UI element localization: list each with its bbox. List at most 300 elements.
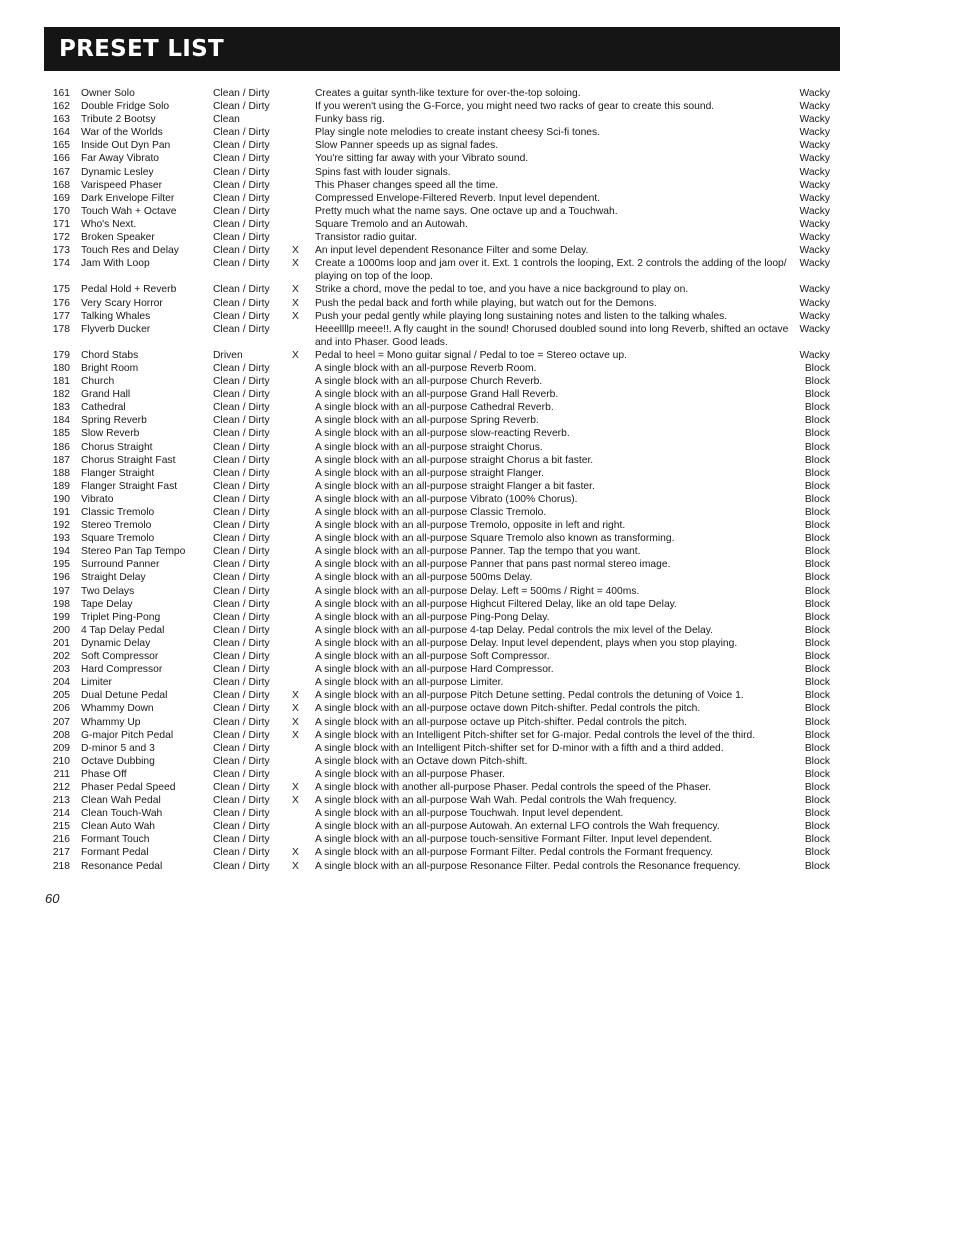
preset-name: Pedal Hold + Reverb (81, 284, 177, 296)
preset-row (48, 414, 838, 427)
preset-number: 193 (52, 533, 70, 545)
preset-description: A single block with an all-purpose Panner that pans past normal stereo image. (315, 559, 671, 571)
preset-name: Flanger Straight Fast (81, 480, 178, 492)
preset-number: 179 (52, 349, 70, 361)
preset-type: Clean / Dirty (213, 376, 270, 388)
preset-type: Clean / Dirty (213, 703, 270, 715)
preset-name: Chorus Straight Fast (81, 454, 176, 466)
preset-name: Formant Pedal (81, 847, 149, 859)
preset-number: 212 (52, 781, 70, 793)
preset-category: Block (804, 467, 830, 479)
preset-name: Dynamic Lesley (81, 166, 154, 178)
preset-category: Block (804, 781, 830, 793)
preset-row (48, 401, 838, 414)
preset-type: Clean / Dirty (213, 664, 270, 676)
preset-description: A single block with an all-purpose Phaser. (315, 768, 506, 780)
preset-row (48, 192, 838, 205)
preset-row (48, 742, 838, 755)
preset-type: Driven (213, 349, 243, 361)
preset-category: Block (804, 742, 830, 754)
preset-number: 170 (52, 205, 70, 217)
preset-name: Jam With Loop (81, 258, 150, 270)
preset-number: 162 (52, 101, 70, 113)
preset-category: Block (804, 402, 830, 414)
preset-description: A single block with an all-purpose octave down Pitch-shifter. Pedal controls the pitch. (315, 703, 701, 715)
preset-name: Clean Touch-Wah (81, 808, 163, 820)
preset-name: Whammy Up (81, 716, 141, 728)
preset-type: Clean / Dirty (213, 140, 270, 152)
preset-name: Who's Next. (81, 218, 137, 230)
pedal-ext-marker: X (292, 795, 299, 807)
preset-category: Block (804, 507, 830, 518)
preset-type: Clean / Dirty (213, 284, 270, 296)
preset-name: Dynamic Delay (81, 637, 151, 649)
preset-description: A single block with an all-purpose Square Tremolo also known as transforming. (315, 533, 675, 545)
preset-type: Clean / Dirty (213, 781, 270, 793)
preset-number: 198 (52, 598, 70, 610)
preset-row (48, 833, 838, 846)
preset-type: Clean / Dirty (213, 546, 270, 558)
preset-category: Block (804, 703, 830, 715)
preset-row (48, 375, 838, 388)
preset-row (48, 611, 838, 624)
preset-type: Clean / Dirty (213, 245, 270, 257)
preset-number: 178 (52, 323, 70, 335)
preset-number: 215 (52, 821, 70, 833)
preset-description: A single block with an all-purpose Hard Compressor. (315, 664, 554, 676)
preset-category: Wacky (799, 101, 830, 113)
preset-number: 174 (52, 258, 70, 270)
preset-category: Block (804, 755, 830, 767)
preset-row (48, 676, 838, 689)
preset-name: Bright Room (81, 362, 139, 374)
preset-row (48, 545, 838, 558)
preset-type: Clean / Dirty (213, 415, 270, 427)
preset-row (48, 231, 838, 244)
preset-category: Block (804, 624, 830, 636)
preset-row (48, 860, 838, 873)
preset-type: Clean / Dirty (213, 847, 270, 859)
preset-number: 166 (52, 153, 70, 165)
preset-description: Square Tremolo and an Autowah. (315, 218, 468, 230)
preset-row (48, 257, 838, 283)
preset-description: Pedal to heel = Mono guitar signal / Pedal to toe = Stereo octave up. (315, 349, 627, 361)
preset-name: Inside Out Dyn Pan (81, 140, 171, 152)
preset-row (48, 532, 838, 545)
preset-description: A single block with an all-purpose straight Chorus a bit faster. (315, 454, 594, 466)
preset-row (48, 846, 838, 859)
preset-description: Strike a chord, move the pedal to toe, and you have a nice background to play on. (315, 284, 689, 296)
preset-number: 206 (52, 703, 70, 715)
preset-description: A single block with an all-purpose Cathedral Reverb. (315, 402, 554, 414)
preset-name: Phase Off (81, 768, 127, 780)
preset-row (48, 152, 838, 165)
preset-number: 195 (52, 559, 70, 571)
pedal-ext-marker: X (292, 245, 299, 257)
preset-type: Clean / Dirty (213, 624, 270, 636)
preset-number: 167 (52, 166, 70, 178)
preset-number: 186 (52, 441, 70, 453)
pedal-ext-marker: X (292, 716, 299, 728)
preset-name: Whammy Down (81, 703, 154, 715)
preset-description: Creates a guitar synth-like texture for over-the-top soloing. (315, 88, 581, 99)
title-bar (44, 27, 840, 71)
preset-type: Clean / Dirty (213, 520, 270, 532)
preset-row (48, 362, 838, 375)
preset-name: Slow Reverb (81, 428, 140, 440)
preset-name: Varispeed Phaser (81, 179, 163, 191)
preset-description: A single block with an all-purpose octave up Pitch-shifter. Pedal controls the pitch. (315, 716, 688, 728)
preset-category: Block (804, 598, 830, 610)
preset-row (48, 87, 838, 100)
preset-type: Clean / Dirty (213, 480, 270, 492)
preset-category: Wacky (799, 245, 830, 257)
preset-type: Clean / Dirty (213, 232, 270, 244)
preset-category: Wacky (799, 166, 830, 178)
preset-table (48, 87, 838, 873)
preset-description: A single block with an all-purpose Grand Hall Reverb. (315, 389, 559, 401)
preset-type: Clean / Dirty (213, 153, 270, 165)
preset-row (48, 729, 838, 742)
preset-type: Clean / Dirty (213, 101, 270, 113)
preset-description: Heeellllp meee!!. A fly caught in the sound! Chorused doubled sound into long Reverb, shifted an octave and into Phaser. Good leads. (315, 323, 789, 348)
preset-number: 199 (52, 611, 70, 623)
preset-description: A single block with an all-purpose Touchwah. Input level dependent. (315, 808, 624, 820)
preset-type: Clean / Dirty (213, 585, 270, 597)
preset-description: You're sitting far away with your Vibrato sound. (315, 153, 529, 165)
preset-description: A single block with an all-purpose Vibrato (100% Chorus). (315, 493, 578, 505)
preset-row (48, 768, 838, 781)
preset-row (48, 283, 838, 296)
preset-category: Block (804, 559, 830, 571)
preset-row (48, 126, 838, 139)
preset-category: Wacky (799, 323, 830, 335)
preset-name: Dual Detune Pedal (81, 690, 168, 702)
preset-name: Octave Dubbing (81, 755, 155, 767)
preset-name: Spring Reverb (81, 415, 147, 427)
page-title: PRESET LIST (59, 36, 225, 62)
preset-description: A single block with an all-purpose straight Flanger. (315, 467, 544, 479)
preset-name: Triplet Ping-Pong (81, 611, 161, 623)
preset-number: 176 (52, 297, 70, 309)
preset-type: Clean / Dirty (213, 860, 270, 872)
preset-number: 196 (52, 572, 70, 584)
preset-type: Clean / Dirty (213, 821, 270, 833)
preset-description: A single block with an all-purpose Autowah. An external LFO controls the Wah frequency. (315, 821, 720, 833)
preset-row (48, 244, 838, 257)
preset-number: 205 (52, 690, 70, 702)
preset-number: 216 (52, 834, 70, 846)
pedal-ext-marker: X (292, 284, 299, 296)
preset-description: A single block with an Intelligent Pitch-shifter set for G-major. Pedal controls the level of the third. (315, 729, 756, 741)
preset-category: Block (804, 860, 830, 872)
preset-number: 185 (52, 428, 70, 440)
preset-row (48, 755, 838, 768)
preset-number: 194 (52, 546, 70, 558)
preset-category: Block (804, 533, 830, 545)
preset-row (48, 558, 838, 571)
preset-type: Clean / Dirty (213, 310, 270, 322)
preset-name: Far Away Vibrato (81, 153, 160, 165)
preset-type: Clean / Dirty (213, 441, 270, 453)
preset-name: Two Delays (81, 585, 135, 597)
preset-number: 209 (52, 742, 70, 754)
preset-name: Broken Speaker (81, 232, 155, 244)
preset-type: Clean / Dirty (213, 637, 270, 649)
preset-number: 164 (52, 127, 70, 139)
preset-description: A single block with an Octave down Pitch-shift. (315, 755, 528, 767)
preset-row (48, 441, 838, 454)
pedal-ext-marker: X (292, 703, 299, 715)
preset-name: Phaser Pedal Speed (81, 781, 176, 793)
preset-name: Resonance Pedal (81, 860, 163, 872)
preset-category: Block (804, 362, 830, 374)
pedal-ext-marker: X (292, 310, 299, 322)
preset-row (48, 310, 838, 323)
preset-category: Wacky (799, 349, 830, 361)
preset-name: Talking Whales (81, 310, 151, 322)
preset-number: 203 (52, 664, 70, 676)
preset-number: 211 (53, 768, 70, 780)
preset-number: 184 (52, 415, 70, 427)
preset-row (48, 650, 838, 663)
preset-type: Clean / Dirty (213, 166, 270, 178)
preset-type: Clean / Dirty (213, 127, 270, 139)
preset-type: Clean / Dirty (213, 88, 270, 99)
preset-type: Clean / Dirty (213, 611, 270, 623)
preset-type: Clean / Dirty (213, 402, 270, 414)
preset-number: 187 (52, 454, 70, 466)
preset-row (48, 297, 838, 310)
preset-number: 208 (52, 729, 70, 741)
preset-type: Clean / Dirty (213, 323, 270, 335)
preset-row (48, 100, 838, 113)
preset-number: 204 (52, 677, 70, 689)
preset-description: A single block with an all-purpose Church Reverb. (315, 376, 543, 388)
preset-type: Clean / Dirty (213, 742, 270, 754)
preset-number: 177 (52, 310, 70, 322)
preset-row (48, 585, 838, 598)
preset-description: A single block with an all-purpose Delay. Input level dependent, plays when you stop playing. (315, 637, 738, 649)
preset-number: 180 (52, 362, 70, 374)
preset-description: Slow Panner speeds up as signal fades. (315, 140, 499, 152)
preset-category: Wacky (799, 88, 830, 99)
preset-name: Hard Compressor (81, 664, 163, 676)
preset-name: Soft Compressor (81, 651, 159, 663)
preset-category: Wacky (799, 153, 830, 165)
preset-category: Block (804, 795, 830, 807)
preset-name: Grand Hall (81, 389, 131, 401)
preset-row (48, 493, 838, 506)
preset-description: A single block with an all-purpose slow-reacting Reverb. (315, 428, 570, 440)
pedal-ext-marker: X (292, 258, 299, 270)
preset-category: Wacky (799, 258, 830, 270)
preset-row (48, 506, 838, 519)
preset-type: Clean / Dirty (213, 467, 270, 479)
preset-number: 189 (52, 480, 70, 492)
preset-row (48, 179, 838, 192)
preset-description: Play single note melodies to create instant cheesy Sci-fi tones. (315, 127, 601, 139)
preset-number: 172 (52, 232, 70, 244)
preset-description: A single block with an all-purpose Wah Wah. Pedal controls the Wah frequency. (315, 795, 677, 807)
preset-type: Clean / Dirty (213, 808, 270, 820)
preset-description: A single block with an all-purpose straight Flanger a bit faster. (315, 480, 595, 492)
preset-type: Clean / Dirty (213, 677, 270, 689)
preset-type: Clean / Dirty (213, 768, 270, 780)
preset-number: 214 (52, 808, 70, 820)
preset-category: Wacky (799, 297, 830, 309)
preset-name: Double Fridge Solo (81, 101, 170, 113)
preset-number: 173 (52, 245, 70, 257)
preset-number: 168 (52, 179, 70, 191)
preset-name: Chorus Straight (81, 441, 153, 453)
preset-name: Square Tremolo (81, 533, 155, 545)
preset-category: Block (804, 821, 830, 833)
preset-type: Clean / Dirty (213, 598, 270, 610)
preset-description: A single block with an all-purpose Spring Reverb. (315, 415, 539, 427)
preset-description: A single block with an all-purpose Delay. Left = 500ms / Right = 400ms. (315, 585, 640, 597)
preset-number: 207 (52, 716, 70, 728)
preset-number: 217 (52, 847, 70, 859)
preset-category: Wacky (799, 140, 830, 152)
pedal-ext-marker: X (292, 690, 299, 702)
preset-name: Touch Wah + Octave (81, 205, 177, 217)
preset-row (48, 349, 838, 362)
preset-description: A single block with an all-purpose Formant Filter. Pedal controls the Formant frequency. (315, 847, 714, 859)
preset-description: A single block with an all-purpose Panner. Tap the tempo that you want. (315, 546, 641, 558)
preset-type: Clean (213, 114, 240, 126)
preset-row (48, 323, 838, 349)
preset-category: Block (804, 729, 830, 741)
preset-row (48, 624, 838, 637)
preset-row (48, 519, 838, 532)
preset-row (48, 113, 838, 126)
preset-name: Flyverb Ducker (81, 323, 151, 335)
preset-number: 218 (52, 860, 70, 872)
preset-category: Block (804, 428, 830, 440)
preset-row (48, 388, 838, 401)
preset-row (48, 166, 838, 179)
preset-number: 182 (52, 389, 70, 401)
preset-type: Clean / Dirty (213, 572, 270, 584)
preset-category: Wacky (799, 232, 830, 244)
preset-row (48, 139, 838, 152)
preset-number: 181 (52, 376, 70, 388)
preset-type: Clean / Dirty (213, 179, 270, 191)
preset-description: A single block with an all-purpose Soft Compressor. (315, 651, 550, 663)
preset-row (48, 807, 838, 820)
pedal-ext-marker: X (292, 297, 299, 309)
preset-name: Owner Solo (81, 88, 135, 99)
preset-description: A single block with an all-purpose Tremolo, opposite in left and right. (315, 520, 626, 532)
preset-name: Limiter (81, 677, 112, 689)
preset-row (48, 794, 838, 807)
preset-description: A single block with an all-purpose Limiter. (315, 677, 504, 689)
preset-description: A single block with an all-purpose 500ms Delay. (315, 572, 533, 584)
pedal-ext-marker: X (292, 349, 299, 361)
preset-description: Pretty much what the name says. One octave up and a Touchwah. (315, 205, 618, 217)
preset-number: 183 (52, 402, 70, 414)
preset-category: Wacky (799, 127, 830, 139)
preset-row (48, 218, 838, 231)
preset-name: 4 Tap Delay Pedal (81, 624, 165, 636)
preset-name: Formant Touch (81, 834, 150, 846)
preset-description: Transistor radio guitar. (315, 232, 418, 244)
preset-name: Vibrato (81, 493, 114, 505)
preset-number: 210 (52, 755, 70, 767)
preset-type: Clean / Dirty (213, 507, 270, 518)
preset-category: Wacky (799, 192, 830, 204)
preset-category: Block (804, 376, 830, 388)
preset-number: 171 (52, 218, 70, 230)
preset-row (48, 571, 838, 584)
preset-description: A single block with another all-purpose Phaser. Pedal controls the speed of the Phaser. (315, 781, 712, 793)
preset-name: Surround Panner (81, 559, 160, 571)
preset-number: 169 (52, 192, 70, 204)
preset-description: Create a 1000ms loop and jam over it. Ext. 1 controls the looping, Ext. 2 controls the adding of the loop/ playing on top of the loop. (315, 258, 787, 283)
preset-type: Clean / Dirty (213, 362, 270, 374)
preset-number: 213 (52, 795, 70, 807)
preset-number: 188 (52, 467, 70, 479)
preset-category: Block (804, 847, 830, 859)
preset-number: 200 (52, 624, 70, 636)
preset-category: Block (804, 520, 830, 532)
preset-type: Clean / Dirty (213, 559, 270, 571)
preset-number: 190 (52, 493, 70, 505)
preset-description: A single block with an all-purpose Classic Tremolo. (315, 507, 547, 518)
preset-row (48, 467, 838, 480)
preset-name: Chord Stabs (81, 349, 139, 361)
preset-type: Clean / Dirty (213, 454, 270, 466)
preset-name: War of the Worlds (81, 127, 163, 139)
preset-category: Block (804, 834, 830, 846)
preset-number: 163 (52, 114, 70, 126)
preset-row (48, 716, 838, 729)
preset-description: This Phaser changes speed all the time. (315, 179, 499, 191)
preset-category: Block (804, 493, 830, 505)
preset-category: Wacky (799, 114, 830, 126)
preset-name: Flanger Straight (81, 467, 155, 479)
preset-description: A single block with an Intelligent Pitch-shifter set for D-minor with a fifth and a third added. (315, 742, 724, 754)
preset-name: G-major Pitch Pedal (81, 729, 174, 741)
preset-number: 201 (52, 637, 70, 649)
preset-description: Funky bass rig. (315, 114, 385, 126)
preset-type: Clean / Dirty (213, 218, 270, 230)
preset-description: A single block with an all-purpose touch-sensitive Formant Filter. Input level dependent. (315, 834, 713, 846)
preset-description: Push the pedal back and forth while playing, but watch out for the Demons. (315, 297, 657, 309)
preset-description: If you weren't using the G-Force, you might need two racks of gear to create this sound. (315, 101, 715, 113)
preset-type: Clean / Dirty (213, 258, 270, 270)
preset-name: Very Scary Horror (81, 297, 163, 309)
preset-name: Cathedral (81, 402, 126, 414)
preset-name: D-minor 5 and 3 (81, 742, 155, 754)
preset-name: Dark Envelope Filter (81, 192, 175, 204)
preset-category: Block (804, 677, 830, 689)
preset-type: Clean / Dirty (213, 297, 270, 309)
preset-type: Clean / Dirty (213, 795, 270, 807)
preset-category: Block (804, 690, 830, 702)
preset-description: A single block with an all-purpose Pitch Detune setting. Pedal controls the detuning of Voice 1. (315, 690, 744, 702)
preset-category: Wacky (799, 310, 830, 322)
preset-category: Block (804, 454, 830, 466)
preset-description: A single block with an all-purpose 4-tap Delay. Pedal controls the mix level of the Delay. (315, 624, 713, 636)
preset-category: Wacky (799, 205, 830, 217)
pedal-ext-marker: X (292, 847, 299, 859)
preset-number: 197 (52, 585, 70, 597)
preset-category: Block (804, 572, 830, 584)
page-number: 60 (45, 891, 60, 906)
preset-description: Push your pedal gently while playing long sustaining notes and listen to the talking whales. (315, 310, 728, 322)
